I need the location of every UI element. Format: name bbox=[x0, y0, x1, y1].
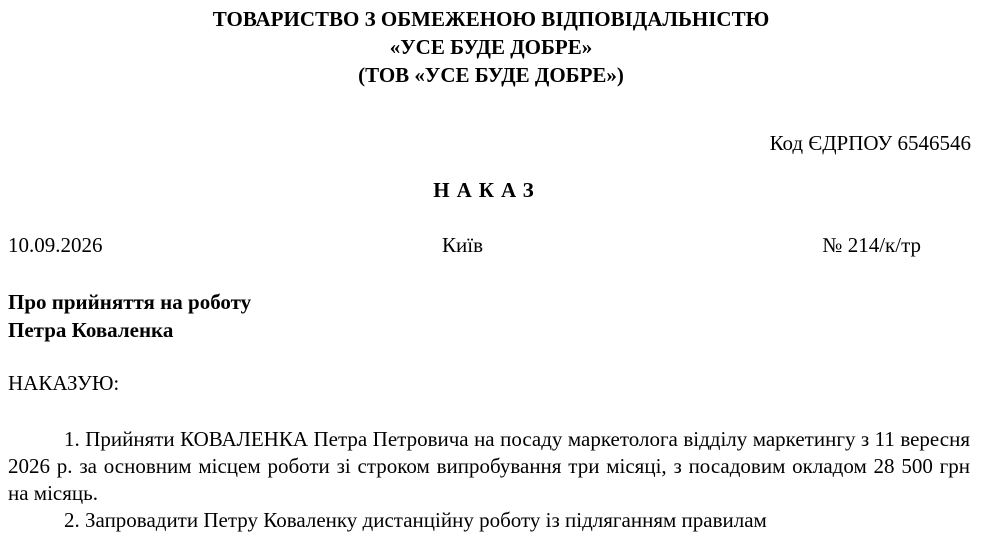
edrpou-code: Код ЄДРПОУ 6546546 bbox=[769, 131, 971, 155]
order-paragraph-1: 1. Прийняти КОВАЛЕНКА Петра Петровича на посаду маркетолога відділу маркетингу з 11 вересня 2026 р. за основним місцем роботи зі строком випробування три місяці, з посадовим окладом 28 500 грн на місяць. bbox=[8, 427, 970, 505]
order-number: № 214/к/тр bbox=[822, 233, 921, 257]
order-body bbox=[8, 426, 970, 534]
order-paragraph-2: 2. Запровадити Петру Коваленку дистанційну роботу із підляганням правилам bbox=[64, 508, 767, 532]
order-meta-row bbox=[8, 233, 921, 261]
subject-line2: Петра Коваленка bbox=[8, 318, 174, 342]
subject-line1: Про прийняття на роботу bbox=[8, 290, 252, 314]
order-city: Київ bbox=[442, 233, 483, 257]
company-name-line2: «УСЕ БУДЕ ДОБРЕ» bbox=[389, 35, 593, 59]
company-short-name: (ТОВ «УСЕ БУДЕ ДОБРЕ») bbox=[358, 63, 624, 87]
company-name-line1: ТОВАРИСТВО З ОБМЕЖЕНОЮ ВІДПОВІДАЛЬНІСТЮ bbox=[212, 7, 770, 31]
company-header bbox=[0, 5, 982, 89]
order-subject bbox=[8, 288, 251, 344]
order-date: 10.09.2026 bbox=[8, 233, 103, 257]
order-title: НАКАЗ bbox=[433, 178, 541, 202]
order-directive: НАКАЗУЮ: bbox=[8, 371, 120, 395]
